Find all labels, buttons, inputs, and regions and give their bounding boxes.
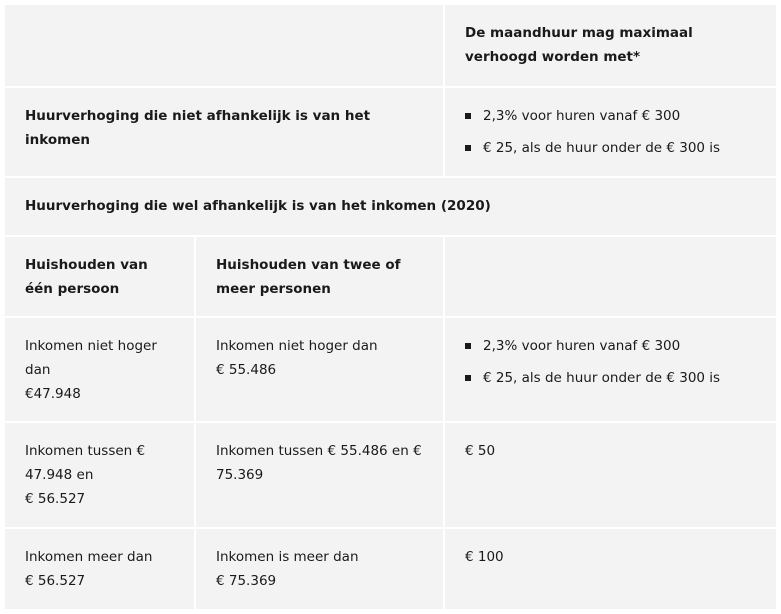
table-cell	[5, 529, 194, 609]
income-multi-person: Inkomen niet hoger dan € 55.486	[216, 338, 378, 378]
income-one-person: Inkomen meer dan € 56.527	[25, 549, 153, 589]
subheader-multi-person: Huishouden van twee of meer personen	[216, 257, 401, 297]
header-empty-cell	[5, 5, 443, 86]
table-cell	[5, 318, 194, 421]
subheader-empty-cell	[445, 237, 776, 316]
table-cell	[445, 318, 776, 421]
subheader-multi-person-cell	[196, 237, 443, 316]
increase-value: € 100	[465, 549, 504, 565]
list-item: 2,3% voor huren vanaf € 300	[465, 104, 760, 128]
header-cell-max-increase	[445, 5, 776, 86]
bullet-square-icon	[465, 113, 471, 119]
header-max-increase: De maandhuur mag maximaal verhoogd worden met*	[465, 25, 693, 65]
row-income-label: Huurverhoging die wel afhankelijk is van het inkomen (2020)	[25, 198, 491, 214]
subheader-one-person-cell	[5, 237, 194, 316]
row-fixed-value-cell	[445, 88, 776, 176]
row-income-label-cell	[5, 178, 776, 235]
income-multi-person: Inkomen is meer dan € 75.369	[216, 549, 359, 589]
list-item: € 25, als de huur onder de € 300 is	[465, 136, 760, 160]
row-fixed-label-cell	[5, 88, 443, 176]
table-cell	[196, 318, 443, 421]
table-cell	[196, 423, 443, 527]
increase-value: € 50	[465, 443, 496, 459]
list-item: € 25, als de huur onder de € 300 is	[465, 366, 760, 390]
subheader-one-person: Huishouden van één persoon	[25, 257, 148, 297]
table-cell	[5, 423, 194, 527]
table-cell	[196, 529, 443, 609]
bullet-square-icon	[465, 343, 471, 349]
income-multi-person: Inkomen tussen € 55.486 en € 75.369	[216, 443, 422, 483]
income-one-person: Inkomen niet hoger dan €47.948	[25, 338, 157, 402]
bullet-square-icon	[465, 375, 471, 381]
table-cell	[445, 529, 776, 609]
list-item: 2,3% voor huren vanaf € 300	[465, 334, 760, 358]
row-fixed-label: Huurverhoging die niet afhankelijk is van het inkomen	[25, 108, 371, 148]
bullet-square-icon	[465, 145, 471, 151]
income-one-person: Inkomen tussen € 47.948 en € 56.527	[25, 443, 146, 507]
table-cell	[445, 423, 776, 527]
